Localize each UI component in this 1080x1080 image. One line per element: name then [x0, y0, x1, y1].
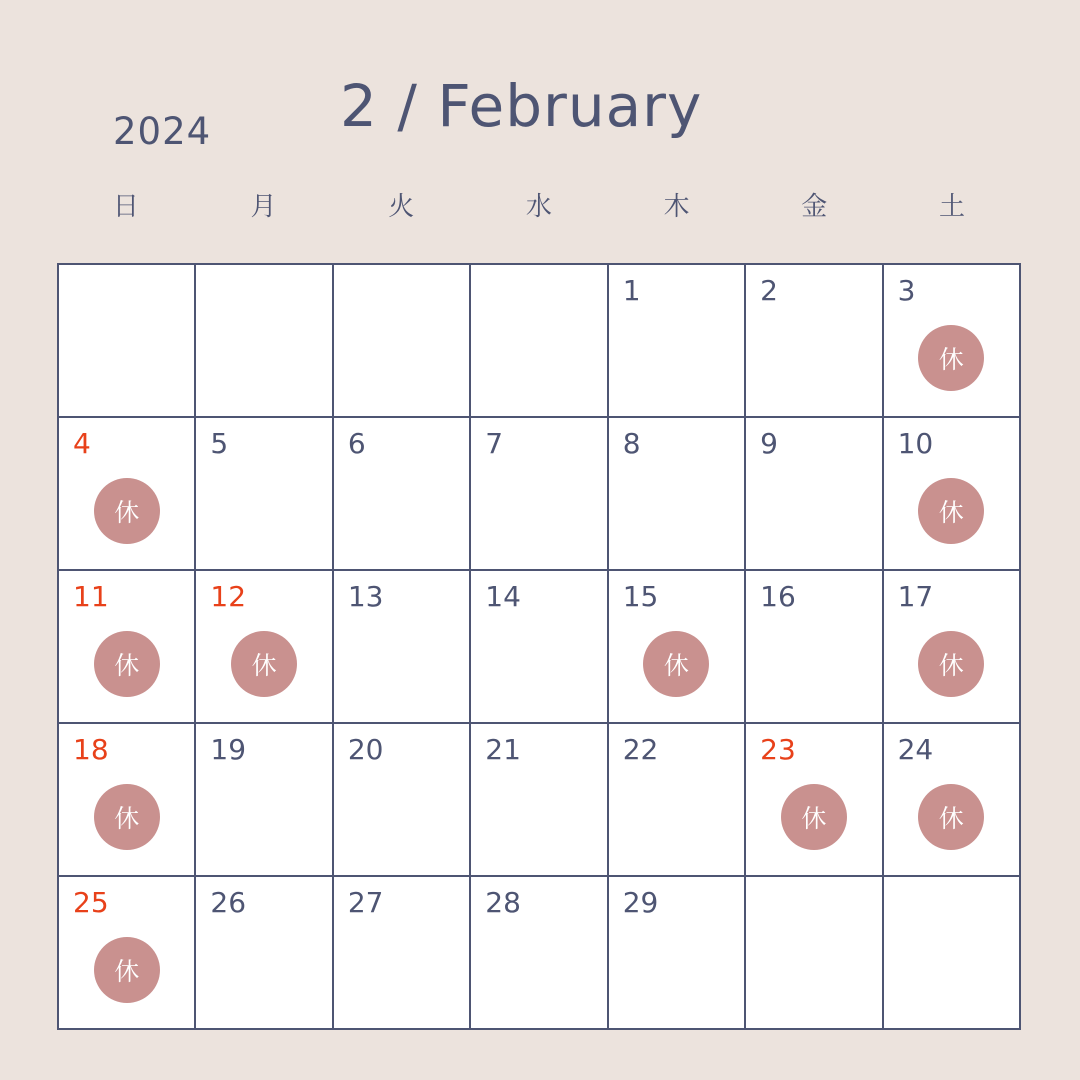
calendar-day-cell[interactable] [334, 877, 471, 1030]
calendar-day-cell[interactable] [196, 571, 333, 724]
calendar-day-cell[interactable] [471, 418, 608, 571]
day-number: 29 [622, 886, 659, 919]
calendar-day-cell[interactable] [609, 571, 746, 724]
day-number: 7 [485, 427, 504, 460]
calendar-empty-cell [59, 265, 196, 418]
calendar-day-cell[interactable] [59, 724, 196, 877]
weekday-monday: 月 [250, 192, 277, 222]
calendar-day-cell[interactable] [334, 724, 471, 877]
closed-day-badge: 休 [781, 784, 847, 850]
day-number: 6 [347, 427, 366, 460]
day-number: 14 [485, 580, 521, 613]
closed-day-badge: 休 [94, 631, 160, 697]
weekday-saturday: 土 [938, 192, 965, 222]
day-number: 22 [622, 733, 659, 766]
calendar-day-cell[interactable] [471, 877, 608, 1030]
calendar-day-cell[interactable] [609, 724, 746, 877]
calendar-empty-cell [471, 265, 608, 418]
day-number: 1 [622, 274, 641, 307]
calendar-grid [57, 263, 1021, 1030]
day-number: 13 [347, 580, 384, 613]
calendar-day-cell[interactable] [609, 418, 746, 571]
day-number: 9 [760, 427, 778, 460]
calendar-day-cell[interactable] [196, 877, 333, 1030]
calendar-day-cell[interactable] [334, 571, 471, 724]
closed-day-badge: 休 [918, 784, 984, 850]
calendar-empty-cell [196, 265, 333, 418]
calendar-day-cell[interactable] [334, 418, 471, 571]
closed-day-badge: 休 [643, 631, 709, 697]
weekday-sunday: 日 [112, 192, 139, 222]
calendar-empty-cell [884, 877, 1021, 1030]
day-number: 10 [897, 427, 934, 460]
day-number: 25 [73, 886, 109, 919]
calendar-day-cell[interactable] [471, 724, 608, 877]
calendar-day-cell[interactable] [884, 571, 1021, 724]
day-number: 26 [210, 886, 247, 919]
day-number: 17 [897, 580, 934, 613]
calendar-day-cell[interactable] [746, 265, 883, 418]
calendar-month-title: 2 / February [340, 72, 703, 140]
calendar-empty-cell [746, 877, 883, 1030]
calendar-day-cell[interactable] [59, 418, 196, 571]
calendar-year: 2024 [113, 110, 212, 153]
weekday-thursday: 木 [663, 192, 690, 222]
day-number: 21 [485, 733, 521, 766]
day-number: 5 [210, 427, 229, 460]
day-number: 4 [73, 427, 91, 460]
calendar-header [0, 72, 1080, 168]
closed-day-badge: 休 [918, 631, 984, 697]
calendar-empty-cell [334, 265, 471, 418]
calendar-day-cell[interactable] [884, 265, 1021, 418]
calendar-day-cell[interactable] [746, 724, 883, 877]
day-number: 2 [760, 274, 778, 307]
day-number: 20 [347, 733, 384, 766]
calendar-day-cell[interactable] [196, 724, 333, 877]
calendar-day-cell[interactable] [471, 571, 608, 724]
day-number: 28 [485, 886, 521, 919]
weekday-wednesday: 水 [525, 192, 552, 222]
calendar-day-cell[interactable] [746, 571, 883, 724]
closed-day-badge: 休 [94, 784, 160, 850]
day-number: 8 [622, 427, 641, 460]
day-number: 11 [73, 580, 109, 613]
day-number: 18 [73, 733, 109, 766]
weekday-tuesday: 火 [388, 192, 415, 222]
day-number: 16 [760, 580, 796, 613]
weekday-header-row [57, 186, 1021, 223]
day-number: 24 [897, 733, 934, 766]
closed-day-badge: 休 [918, 478, 984, 544]
calendar-day-cell[interactable] [884, 418, 1021, 571]
calendar-day-cell[interactable] [609, 877, 746, 1030]
day-number: 27 [347, 886, 384, 919]
calendar-day-cell[interactable] [59, 877, 196, 1030]
day-number: 15 [622, 580, 659, 613]
day-number: 12 [210, 580, 247, 613]
closed-day-badge: 休 [918, 325, 984, 391]
day-number: 23 [760, 733, 796, 766]
day-number: 3 [897, 274, 916, 307]
weekday-friday: 金 [801, 192, 828, 222]
calendar-day-cell[interactable] [59, 571, 196, 724]
calendar-day-cell[interactable] [609, 265, 746, 418]
closed-day-badge: 休 [231, 631, 297, 697]
closed-day-badge: 休 [94, 937, 160, 1003]
calendar-day-cell[interactable] [746, 418, 883, 571]
calendar-day-cell[interactable] [884, 724, 1021, 877]
calendar-day-cell[interactable] [196, 418, 333, 571]
day-number: 19 [210, 733, 247, 766]
closed-day-badge: 休 [94, 478, 160, 544]
